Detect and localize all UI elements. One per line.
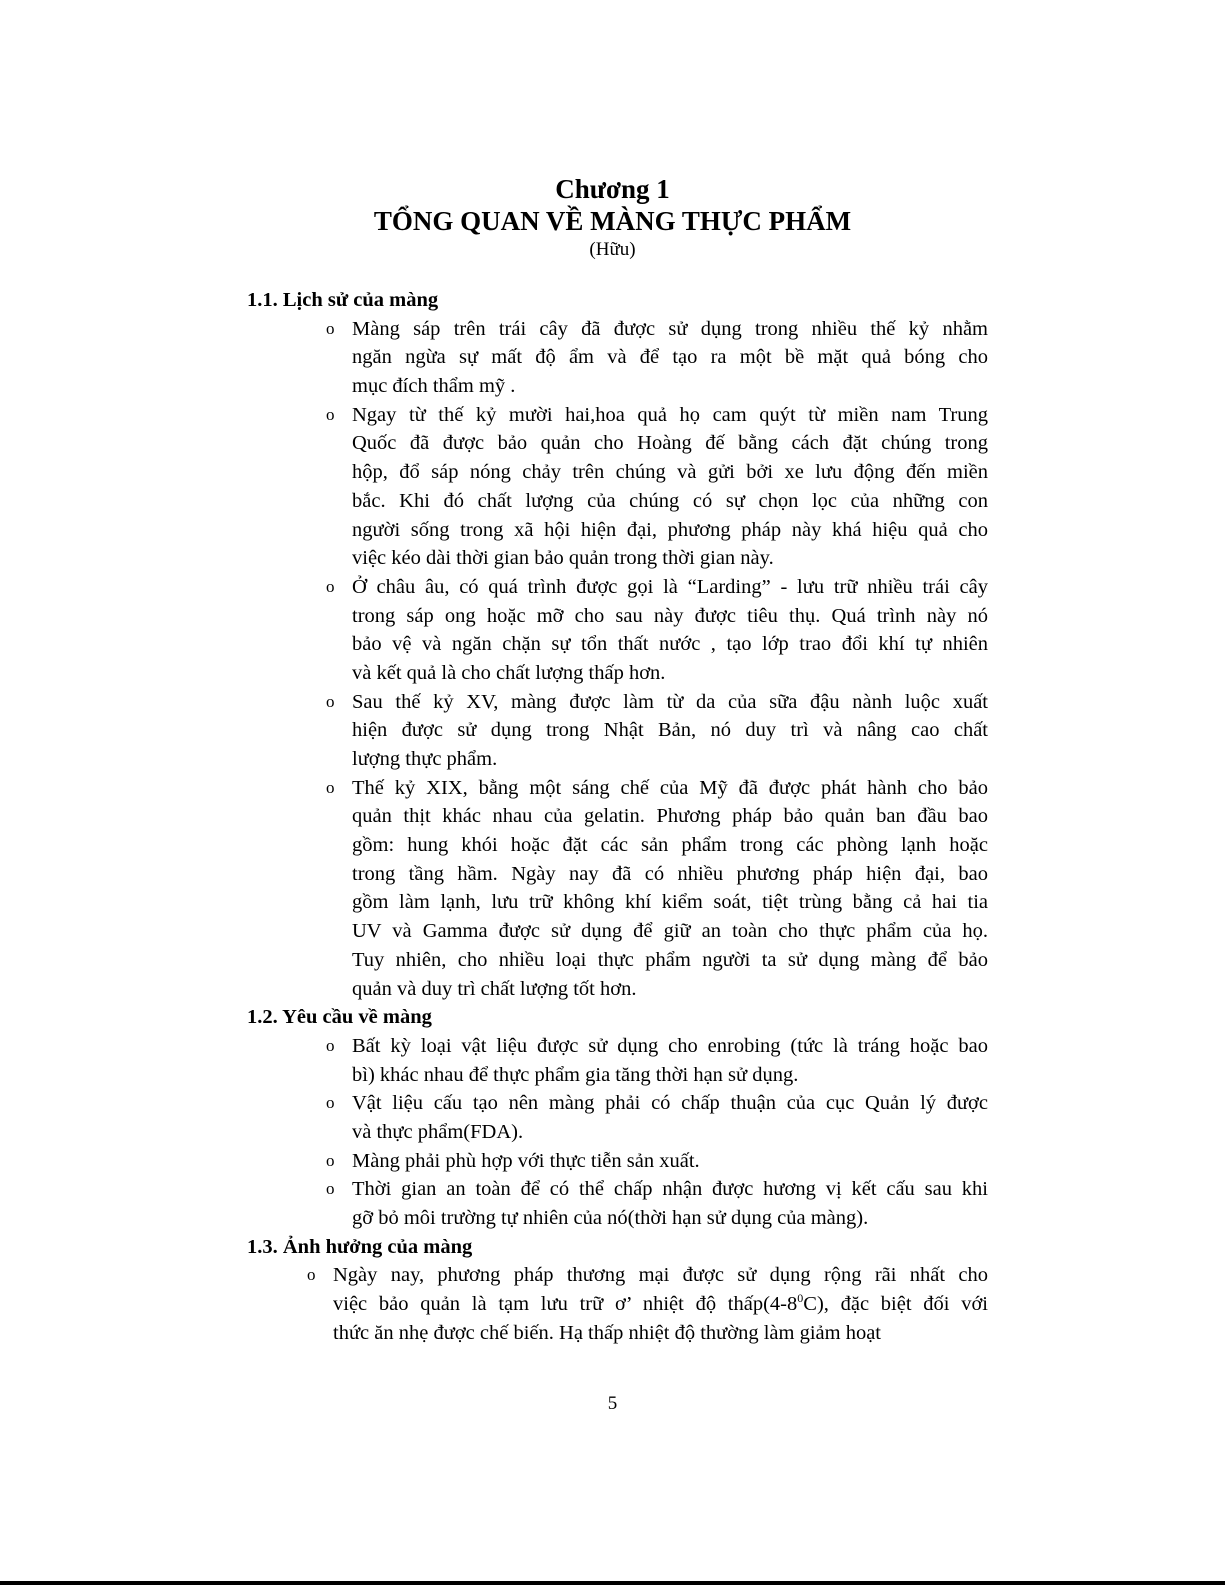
text-line: Ngày nay, phương pháp thương mại được sử dụng rộng rãi nhất cho (333, 1264, 988, 1287)
text-line: bảo vệ và ngăn chặn sự tổn thất nước , tạo lớp trao đổi khí tự nhiên (352, 633, 988, 656)
text-line: Sau thế kỷ XV, màng được làm từ da của sữa đậu nành luộc xuất (352, 690, 988, 713)
section (247, 286, 992, 1003)
section-heading: 1.1. Lịch sử của màng (247, 289, 439, 311)
text-line: việc kéo dài thời gian bảo quản trong thời gian này. (352, 547, 774, 570)
section-heading: 1.2. Yêu cầu về màng (247, 1006, 432, 1029)
list-item (326, 1175, 988, 1232)
section (247, 1233, 992, 1348)
text-line (333, 1290, 988, 1319)
section (247, 1003, 992, 1233)
text-fragment: việc bảo quản là tạm lưu trữ ơ’ nhiệt độ thấp(4-8 (333, 1293, 798, 1316)
text-line: gồm: hung khói hoặc đặt các sản phẩm trong các phòng lạnh hoặc (352, 834, 988, 857)
text-line: và kết quả là cho chất lượng thấp hơn. (352, 661, 666, 684)
text-line: mục đích thẩm mỹ . (352, 375, 516, 398)
list-item (326, 401, 988, 573)
text-line: ngăn ngừa sự mất độ ẩm và để tạo ra một bề mặt quả bóng cho (352, 346, 988, 369)
text-line: lượng thực phẩm. (352, 748, 498, 770)
list-item (326, 688, 988, 774)
text-line: Thế kỷ XIX, bằng một sáng chế của Mỹ đã được phát hành cho bảo (352, 776, 988, 799)
text-line: Thời gian an toàn để có thể chấp nhận được hương vị kết cấu sau khi (352, 1178, 988, 1201)
text-line: Ngay từ thế kỷ mười hai,hoa quả họ cam quýt từ miền nam Trung (352, 403, 988, 426)
bullet-icon: o (326, 404, 335, 424)
chapter-label: Chương 1 (555, 174, 670, 204)
bullet-icon: o (326, 1150, 335, 1170)
text-line: quản và duy trì chất lượng tốt hơn. (352, 977, 637, 1000)
bullet-icon: o (326, 1179, 335, 1199)
list-item (326, 1089, 988, 1146)
text-line: hiện được sử dụng trong Nhật Bản, nó duy trì và nâng cao chất (352, 719, 988, 742)
text-line: Quốc đã được bảo quản cho Hoàng đế bằng cách đặt chúng trong (352, 432, 988, 455)
text-line: quản thịt khác nhau của gelatin. Phương pháp bảo quản ban đầu bao (352, 805, 988, 828)
list-item (326, 573, 988, 688)
text-line: gồm làm lạnh, lưu trữ không khí kiểm soát, tiệt trùng bằng cả hai tia (352, 891, 988, 914)
bullet-icon: o (326, 1035, 335, 1055)
text-line: và thực phẩm(FDA). (352, 1120, 524, 1143)
text-line: hộp, đổ sáp nóng chảy trên chúng và gửi bởi xe lưu động đến miền (352, 461, 988, 484)
chapter-title: TỔNG QUAN VỀ MÀNG THỰC PHẨM (373, 206, 852, 236)
section-heading: 1.3. Ảnh hưởng của màng (247, 1235, 473, 1258)
text-line: Vật liệu cấu tạo nên màng phải có chấp thuận của cục Quản lý được (352, 1092, 988, 1115)
list-item (307, 1261, 989, 1347)
bullet-icon: o (307, 1265, 316, 1285)
text-line: thức ăn nhẹ được chế biến. Hạ thấp nhiệt độ thường làm giảm hoạt (333, 1321, 882, 1344)
bullet-icon: o (326, 777, 335, 797)
bullet-icon: o (326, 318, 335, 338)
bullet-icon: o (326, 691, 335, 711)
text-line: Ở châu âu, có quá trình được gọi là “Larding” - lưu trữ nhiều trái cây (352, 575, 988, 598)
text-line: UV và Gamma được sử dụng để giữ an toàn cho thực phẩm của họ. (352, 920, 988, 943)
page-number: 5 (607, 1393, 618, 1414)
bullet-icon: o (326, 576, 335, 596)
text-line: gỡ bỏ môi trường tự nhiên của nó(thời hạn sử dụng của màng). (352, 1207, 869, 1229)
bullet-icon: o (326, 1093, 335, 1113)
text-line: bì) khác nhau để thực phẩm gia tăng thời hạn sử dụng. (352, 1063, 799, 1086)
superscript: 0 (797, 1291, 804, 1306)
page-bottom-border (0, 1581, 1225, 1585)
text-fragment: C), đặc biệt đối với (803, 1293, 989, 1316)
text-line: Bất kỳ loại vật liệu được sử dụng cho enrobing (tức là tráng hoặc bao (352, 1034, 988, 1057)
list-item (326, 774, 988, 1004)
list-item (326, 1032, 988, 1089)
text-line: người sống trong xã hội hiện đại, phương pháp này khá hiệu quả cho (352, 518, 988, 541)
list-item (326, 1147, 988, 1176)
text-line: bắc. Khi đó chất lượng của chúng có sự chọn lọc của những con (352, 489, 988, 512)
text-line: trong sáp ong hoặc mỡ cho sau này được tiêu thụ. Quá trình này nó (352, 604, 988, 627)
list-item (326, 315, 988, 401)
text-line: trong tầng hầm. Ngày nay đã có nhiều phương pháp hiện đại, bao (352, 862, 988, 885)
document-body (247, 286, 992, 1347)
chapter-author: (Hữu) (589, 239, 636, 260)
text-line: Màng phải phù hợp với thực tiễn sản xuất. (352, 1149, 700, 1172)
text-line: Tuy nhiên, cho nhiều loại thực phẩm người ta sử dụng màng để bảo (352, 948, 988, 971)
text-line: Màng sáp trên trái cây đã được sử dụng trong nhiều thế kỷ nhằm (352, 317, 988, 340)
